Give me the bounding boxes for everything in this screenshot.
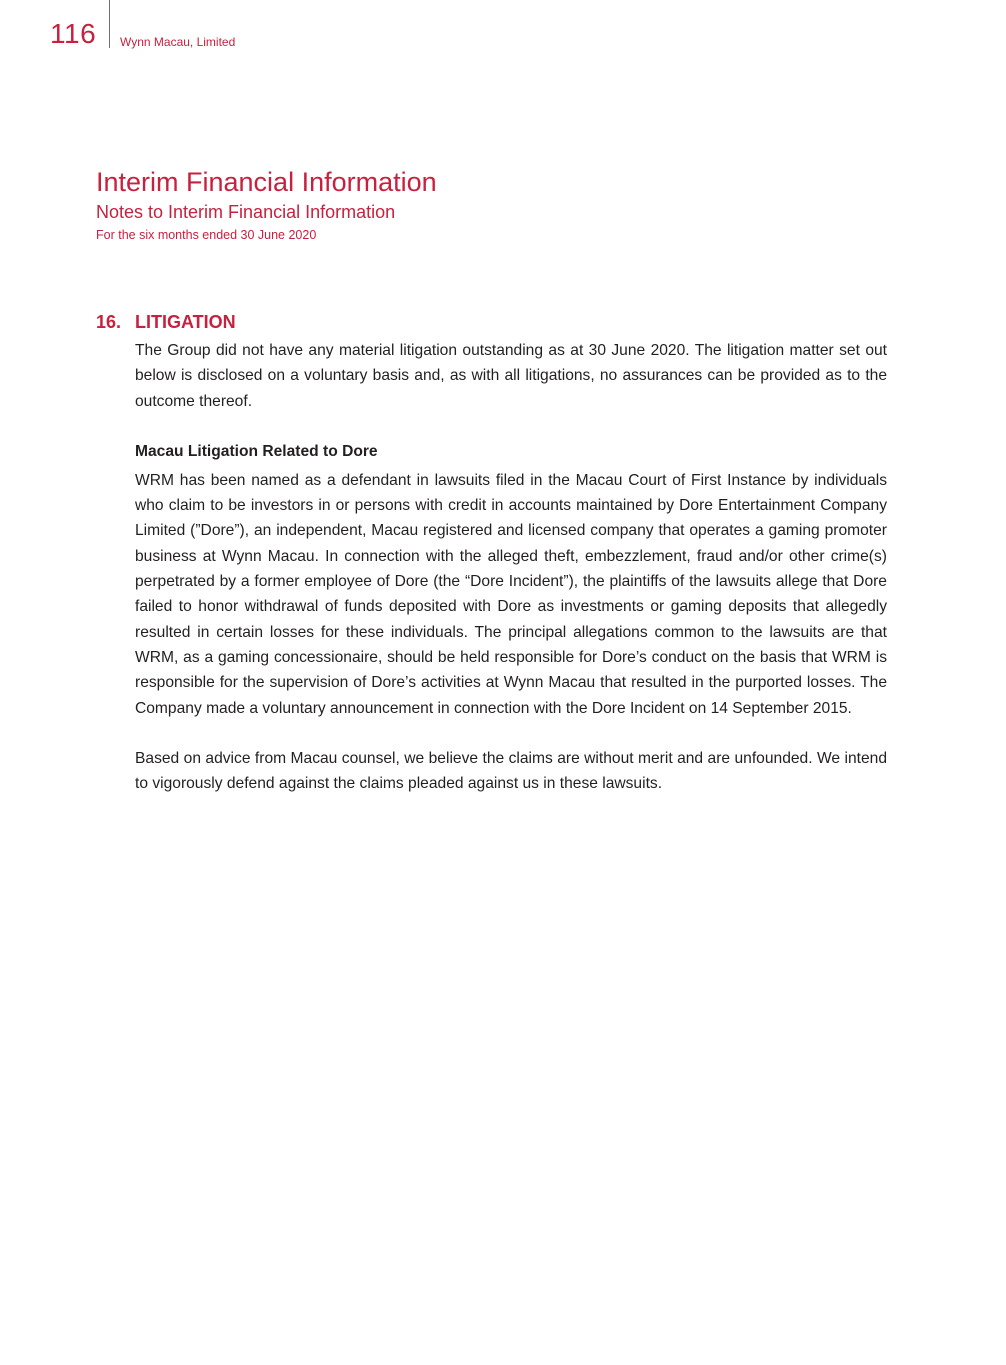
dore-lawsuit-paragraph: WRM has been named as a defendant in lawsuits filed in the Macau Court of First Instance by individuals who claim to be investors in or persons with credit in accounts maintained by Dore Entertainment Company Limited (”Dore”), an independent, Macau registered and licensed company that operates a gaming promoter business at Wynn Macau. In connection with the alleged theft, embezzlement, fraud and/or other crime(s) perpetrated by a former employee of Dore (the “Dore Incident”), the plaintiffs of the lawsuits allege that Dore failed to honor withdrawal of funds deposited with Dore as investments or gaming deposits that allegedly resulted in certain losses for these individuals. The principal allegations common to the lawsuits are that WRM, as a gaming concessionaire, should be held responsible for Dore’s conduct on the basis that WRM is responsible for the supervision of Dore’s activities at Wynn Macau that resulted in the purported losses. The Company made a voluntary announcement in connection with the Dore Incident on 14 September 2015. (135, 471, 887, 717)
section-number: 16. (96, 312, 122, 332)
page-number: 116 (50, 18, 97, 49)
page-subtitle: Notes to Interim Financial Information (96, 202, 396, 222)
section-title: LITIGATION (135, 312, 236, 332)
subsection-heading: Macau Litigation Related to Dore (135, 442, 378, 460)
section-body (135, 338, 887, 796)
counsel-advice-paragraph: Based on advice from Macau counsel, we believe the claims are without merit and are unfounded. We intend to vigorously defend against the claims pleaded against us in these lawsuits. (135, 749, 887, 793)
section-heading (96, 310, 887, 334)
company-name: Wynn Macau, Limited (120, 35, 236, 49)
page-title: Interim Financial Information (96, 167, 437, 197)
reporting-period: For the six months ended 30 June 2020 (96, 228, 317, 242)
intro-paragraph: The Group did not have any material litigation outstanding as at 30 June 2020. The litigation matter set out below is disclosed on a voluntary basis and, as with all litigations, no assurances can be provided as to the outcome thereof. (135, 342, 887, 410)
litigation-section (96, 310, 887, 796)
header-divider (109, 0, 110, 48)
title-block (96, 166, 437, 244)
